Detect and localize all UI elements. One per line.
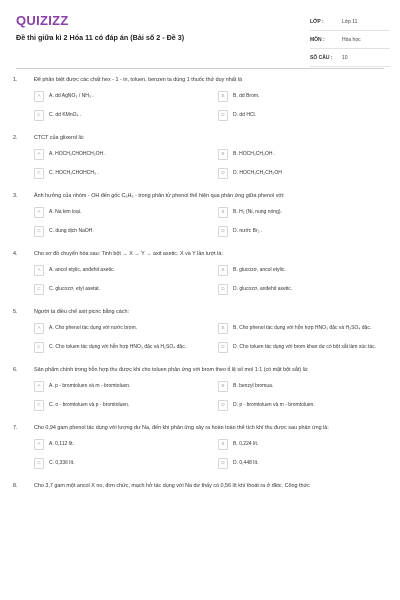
question-line bbox=[0, 482, 400, 490]
option-text: D. HOCH₂CH₂CH₂OH bbox=[233, 170, 282, 177]
answer-option[interactable] bbox=[34, 283, 218, 296]
question-number: 7. bbox=[13, 425, 18, 431]
option-text: C. dung dịch NaOH. bbox=[49, 228, 94, 235]
answer-option[interactable] bbox=[34, 322, 218, 335]
option-text: D. glucozơ, anđehit axetic. bbox=[233, 286, 293, 293]
option-letter-box: C bbox=[34, 168, 44, 179]
question-item bbox=[0, 134, 400, 180]
answer-option[interactable] bbox=[34, 109, 218, 122]
option-text: A. Cho phenol tác dụng với nước brom. bbox=[49, 325, 138, 332]
answer-option[interactable] bbox=[218, 167, 400, 180]
answer-option[interactable] bbox=[34, 399, 218, 412]
meta-row bbox=[310, 13, 390, 31]
answer-option[interactable] bbox=[34, 225, 218, 238]
option-text: D. p - bromtoluen và m - bromtoluen. bbox=[233, 402, 315, 409]
option-letter-box: C bbox=[34, 110, 44, 121]
question-item bbox=[0, 250, 400, 296]
meta-value: 10 bbox=[342, 54, 348, 61]
question-text: CTCT của glixerol là: bbox=[34, 135, 85, 141]
question-number: 8. bbox=[13, 483, 18, 489]
meta-label: LỚP : bbox=[310, 18, 324, 25]
option-letter-box: D bbox=[218, 458, 228, 469]
option-text: B. Cho phenol tác dụng với hỗn hợp HNO₃ đặc và H₂SO₄ đặc. bbox=[233, 325, 372, 332]
meta-row bbox=[310, 49, 390, 67]
question-text: Cho sơ đồ chuyển hóa sau: Tinh bột → X → Y → axit axetic. X và Y lần lượt là: bbox=[34, 251, 223, 257]
question-text: Cho 0,94 gam phenol tác dụng với lượng dư Na, đến khi phản ứng xảy ra hoàn toàn thể tích khí thu được sau phản ứng là: bbox=[34, 425, 329, 431]
answer-option[interactable] bbox=[34, 457, 218, 470]
option-text: B. glucozơ, ancol etylic. bbox=[233, 267, 286, 274]
header-divider bbox=[16, 68, 384, 69]
answer-option[interactable] bbox=[34, 148, 218, 161]
quizizz-logo: QUIZIZZ bbox=[16, 13, 69, 28]
answer-option[interactable] bbox=[218, 438, 400, 451]
answer-option[interactable] bbox=[218, 148, 400, 161]
option-text: D. 0,448 lít. bbox=[233, 460, 259, 467]
option-letter-box: D bbox=[218, 400, 228, 411]
question-item bbox=[0, 424, 400, 470]
question-number: 6. bbox=[13, 367, 18, 373]
answer-options bbox=[0, 380, 400, 412]
option-text: A. HOCH₂CHOHCH₂OH . bbox=[49, 151, 106, 158]
question-list bbox=[0, 76, 400, 502]
question-text: Sản phẩm chính trong hỗn hợp thu được khi cho toluen phản ứng với brom theo tỉ lệ số mol 1:1 (có mặt bột sắt) là: bbox=[34, 367, 309, 373]
option-letter-box: A bbox=[34, 265, 44, 276]
option-letter-box: C bbox=[34, 342, 44, 353]
option-text: C. Cho toluen tác dụng với hỗn hợp HNO₃ đặc và H₂SO₄ đặc. bbox=[49, 344, 187, 351]
option-text: B. 0,224 lít. bbox=[233, 441, 259, 448]
answer-option[interactable] bbox=[218, 380, 400, 393]
option-letter-box: A bbox=[34, 381, 44, 392]
answer-option[interactable] bbox=[34, 264, 218, 277]
option-text: C. o - bromtoluen và p - bromtoluen. bbox=[49, 402, 130, 409]
option-letter-box: A bbox=[34, 439, 44, 450]
answer-option[interactable] bbox=[34, 206, 218, 219]
question-line bbox=[0, 134, 400, 142]
answer-options bbox=[0, 148, 400, 180]
option-letter-box: A bbox=[34, 323, 44, 334]
option-letter-box: A bbox=[34, 207, 44, 218]
option-text: B. dd Brom. bbox=[233, 93, 260, 100]
question-item bbox=[0, 192, 400, 238]
answer-options bbox=[0, 438, 400, 470]
question-line bbox=[0, 76, 400, 84]
option-letter-box: B bbox=[218, 439, 228, 450]
answer-option[interactable] bbox=[34, 341, 218, 354]
answer-option[interactable] bbox=[218, 225, 400, 238]
option-letter-box: D bbox=[218, 342, 228, 353]
option-letter-box: B bbox=[218, 265, 228, 276]
meta-label: SỐ CÂU : bbox=[310, 54, 333, 61]
answer-option[interactable] bbox=[218, 264, 400, 277]
answer-option[interactable] bbox=[34, 167, 218, 180]
meta-value: Lớp 11 bbox=[342, 18, 358, 25]
question-item bbox=[0, 482, 400, 490]
answer-option[interactable] bbox=[218, 206, 400, 219]
question-line bbox=[0, 192, 400, 200]
question-line bbox=[0, 366, 400, 374]
option-text: A. Na kim loại. bbox=[49, 209, 82, 216]
answer-options bbox=[0, 322, 400, 354]
question-text: Cho 3,7 gam một ancol X no, đơn chức, mạch hở tác dụng với Na dư thấy có 0,56 lít khí thoát ra ở đktc. Công thức bbox=[34, 483, 310, 489]
question-number: 3. bbox=[13, 193, 18, 199]
option-letter-box: D bbox=[218, 226, 228, 237]
question-item bbox=[0, 366, 400, 412]
question-item bbox=[0, 308, 400, 354]
option-text: B. benzyl bromua. bbox=[233, 383, 274, 390]
answer-options bbox=[0, 264, 400, 296]
option-letter-box: D bbox=[218, 110, 228, 121]
option-text: C. 0,336 lít. bbox=[49, 460, 75, 467]
option-text: C. dd KMnO₄ . bbox=[49, 112, 82, 119]
question-line bbox=[0, 250, 400, 258]
question-line bbox=[0, 308, 400, 316]
option-letter-box: B bbox=[218, 149, 228, 160]
option-text: C. HOCH₂CHOHCH₃ . bbox=[49, 170, 99, 177]
question-number: 5. bbox=[13, 309, 18, 315]
option-letter-box: A bbox=[34, 149, 44, 160]
option-letter-box: A bbox=[34, 91, 44, 102]
answer-option[interactable] bbox=[218, 457, 400, 470]
option-letter-box: B bbox=[218, 323, 228, 334]
meta-row bbox=[310, 31, 390, 49]
option-letter-box: D bbox=[218, 284, 228, 295]
question-number: 2. bbox=[13, 135, 18, 141]
worksheet-title: Đề thi giữa kì 2 Hóa 11 có đáp án (Bài số 2 - Đề 3) bbox=[16, 33, 185, 42]
answer-option[interactable] bbox=[218, 399, 400, 412]
option-text: D. nước Br₂ . bbox=[233, 228, 263, 235]
option-letter-box: C bbox=[34, 226, 44, 237]
option-text: A. p - bromtoluen và m - bromtoluen. bbox=[49, 383, 131, 390]
answer-option[interactable] bbox=[218, 90, 400, 103]
question-number: 4. bbox=[13, 251, 18, 257]
answer-option[interactable] bbox=[218, 283, 400, 296]
answer-option[interactable] bbox=[218, 322, 400, 335]
option-text: D. dd HCl. bbox=[233, 112, 257, 119]
option-letter-box: D bbox=[218, 168, 228, 179]
meta-table bbox=[310, 13, 390, 67]
option-text: A. 0,112 lít. bbox=[49, 441, 74, 448]
option-letter-box: C bbox=[34, 400, 44, 411]
question-text: Để phân biệt được các chất hex - 1 - in, toluen, benzen ta dùng 1 thuốc thử duy nhất là bbox=[34, 77, 242, 83]
worksheet-header bbox=[0, 0, 400, 64]
answer-options bbox=[0, 206, 400, 238]
option-text: B. H₂ (Ni, nung nóng). bbox=[233, 209, 282, 216]
answer-option[interactable] bbox=[34, 438, 218, 451]
meta-label: MÔN : bbox=[310, 36, 325, 43]
option-letter-box: B bbox=[218, 207, 228, 218]
question-item bbox=[0, 76, 400, 122]
option-letter-box: B bbox=[218, 381, 228, 392]
option-text: A. ancol etylic, anđehit axetic. bbox=[49, 267, 115, 274]
option-letter-box: C bbox=[34, 458, 44, 469]
option-text: B. HOCH₂CH₂OH . bbox=[233, 151, 276, 158]
option-text: D. Cho toluen tác dụng với brom khan dư có bột sắt làm xúc tác. bbox=[233, 344, 377, 351]
option-letter-box: C bbox=[34, 284, 44, 295]
option-letter-box: B bbox=[218, 91, 228, 102]
question-text: Người ta điều chế axit picric bằng cách: bbox=[34, 309, 129, 315]
meta-value: Hóa học bbox=[342, 36, 361, 43]
option-text: A. dd AgNO₃ / NH₃ . bbox=[49, 93, 94, 100]
answer-option[interactable] bbox=[218, 341, 400, 354]
question-text: Ảnh hưởng của nhóm - OH đến gốc C₆H₅ - trong phân tử phenol thể hiện qua phản ứng giữa phenol với: bbox=[34, 193, 285, 199]
answer-option[interactable] bbox=[34, 380, 218, 393]
answer-option[interactable] bbox=[34, 90, 218, 103]
question-number: 1. bbox=[13, 77, 18, 83]
option-text: C. glucozơ, etyl axetat. bbox=[49, 286, 101, 293]
answer-options bbox=[0, 90, 400, 122]
answer-option[interactable] bbox=[218, 109, 400, 122]
question-line bbox=[0, 424, 400, 432]
